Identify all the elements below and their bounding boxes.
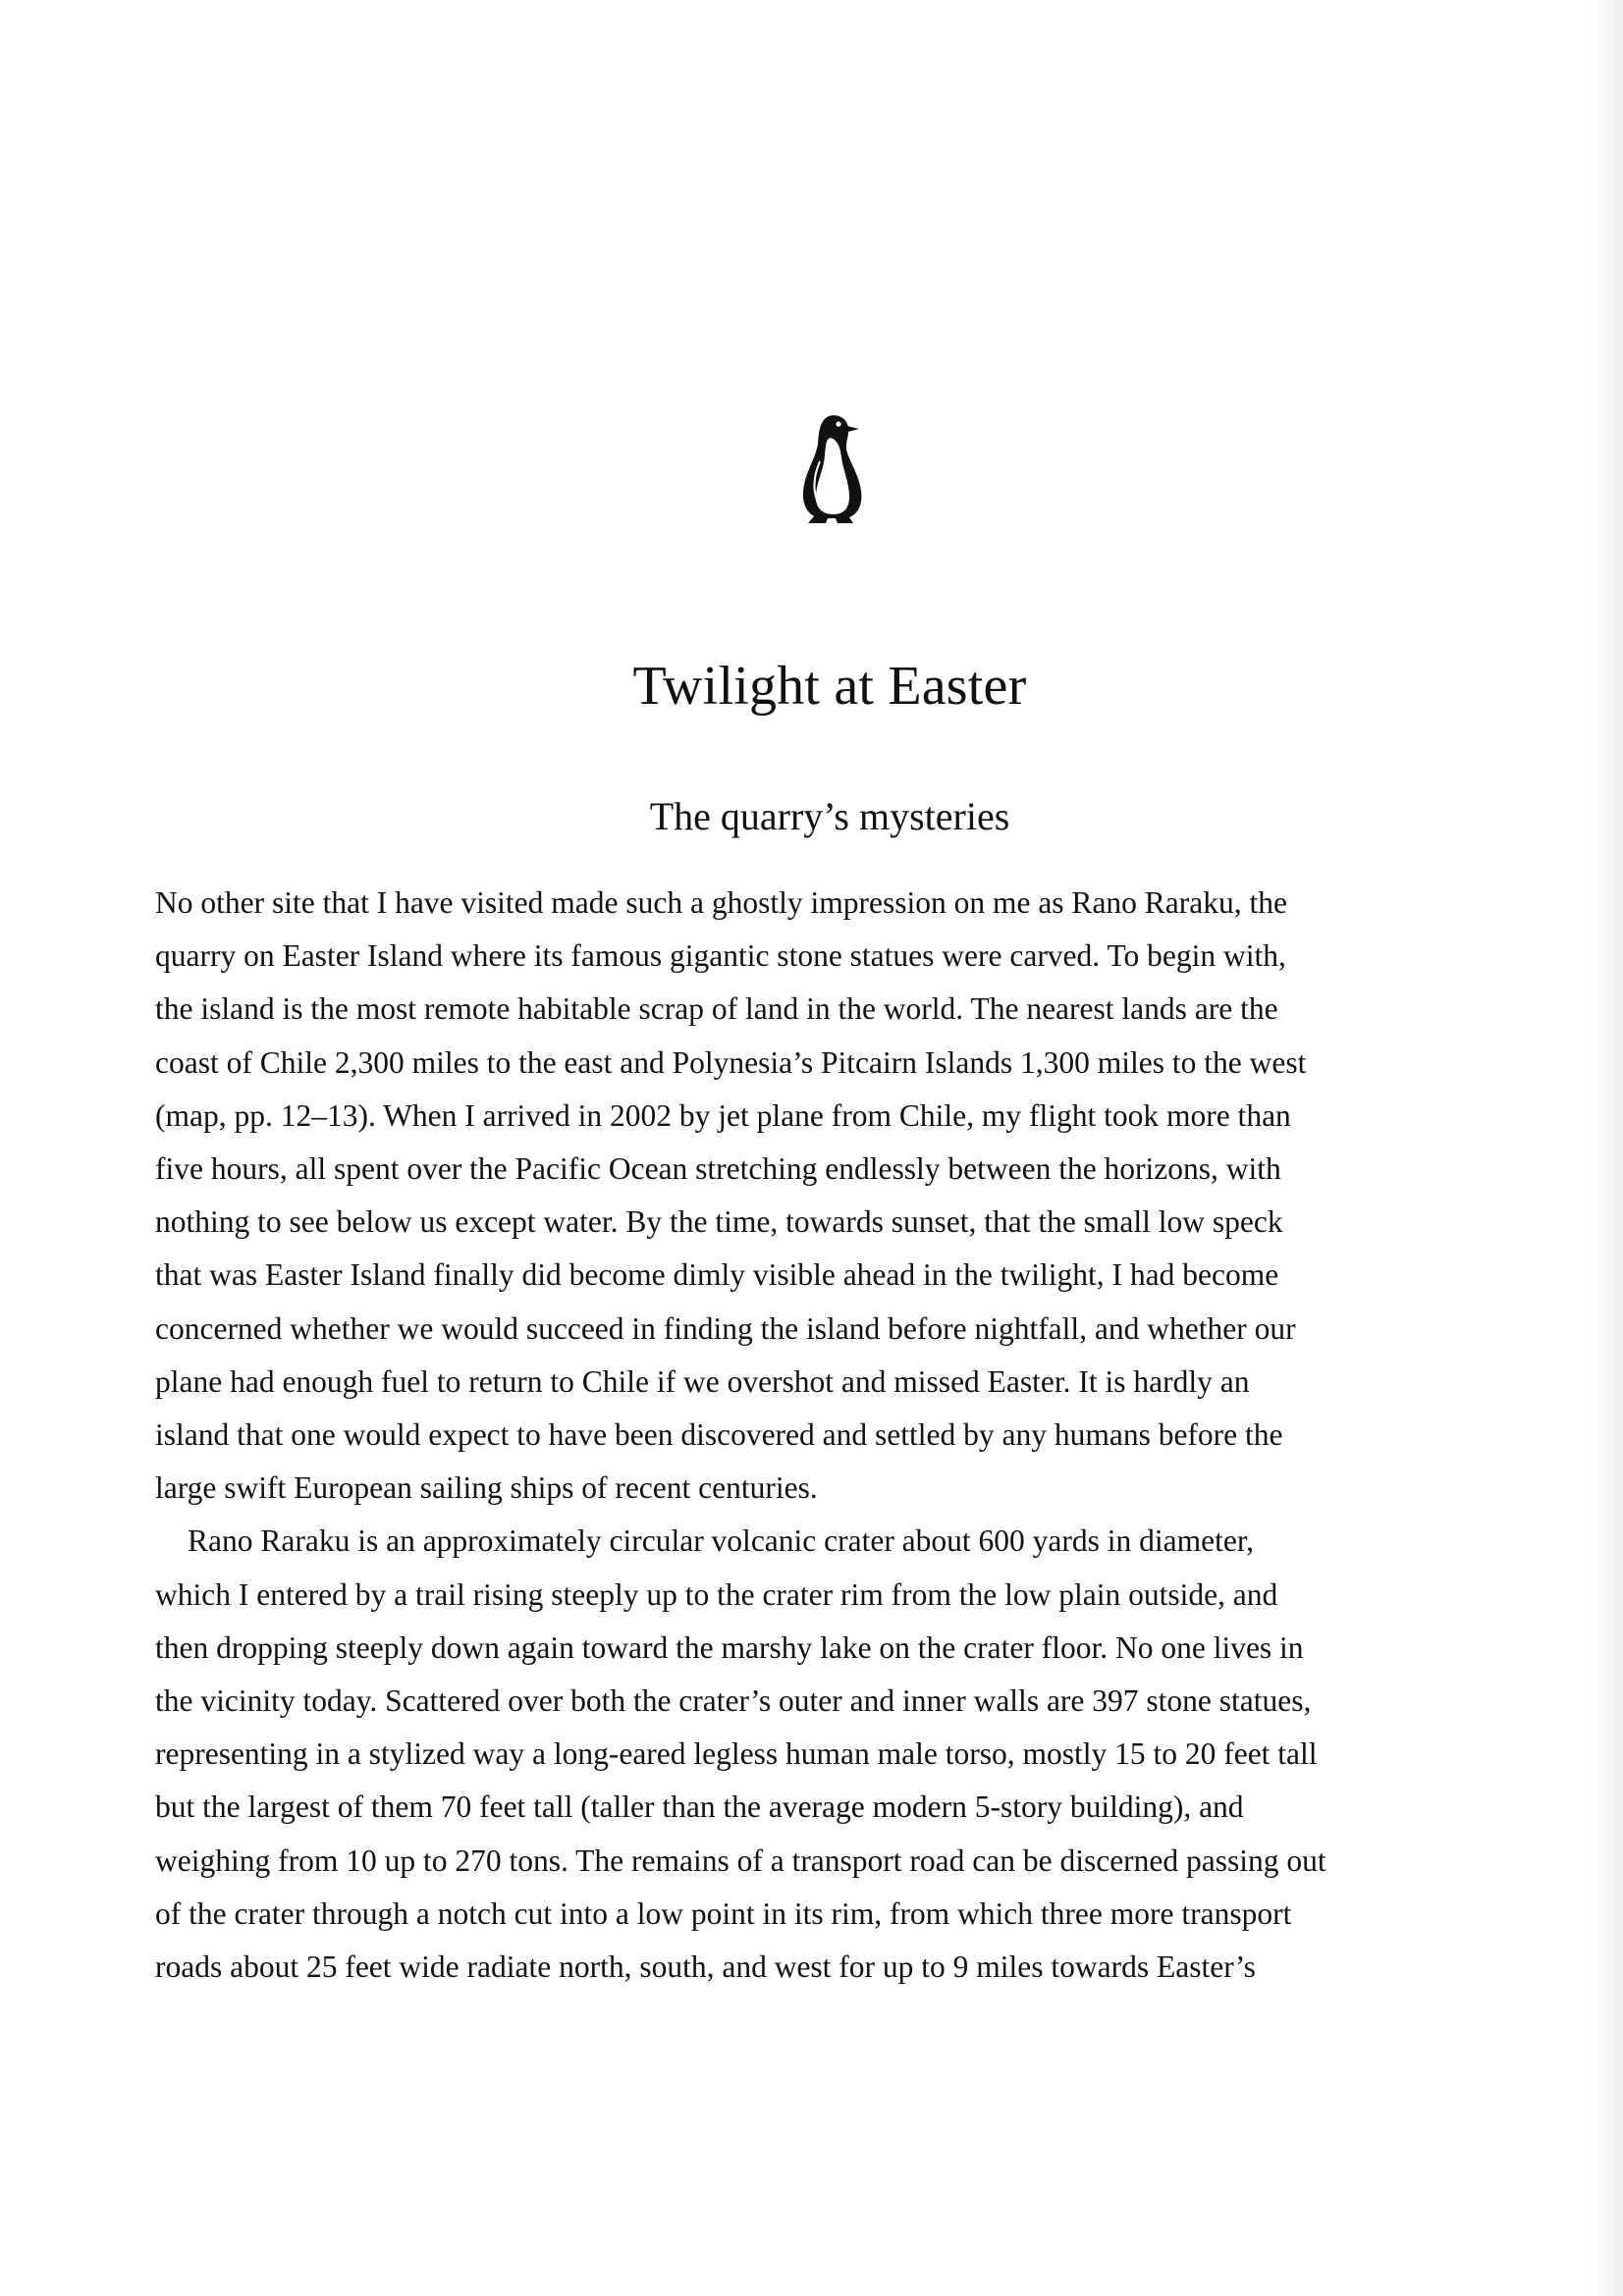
text-line: large swift European sailing ships of recent centuries. (155, 1470, 818, 1506)
text-line: coast of Chile 2,300 miles to the east and Polynesia’s Pitcairn Islands 1,300 miles to the west (155, 1044, 1307, 1080)
text-line: Rano Raraku is an approximately circular volcanic crater about 600 yards in diameter, (188, 1523, 1254, 1559)
text-line: representing in a stylized way a long-eared legless human male torso, mostly 15 to 20 feet tall (155, 1736, 1318, 1772)
text-line: roads about 25 feet wide radiate north, south, and west for up to 9 miles towards Easter’s (155, 1949, 1256, 1985)
chapter-title: Twilight at Easter (632, 656, 1027, 717)
page-edge-shadow (1590, 0, 1623, 2296)
text-line: No other site that I have visited made such a ghostly impression on me as Rano Raraku, the (155, 885, 1287, 920)
text-line: the vicinity today. Scattered over both the crater’s outer and inner walls are 397 stone statues, (155, 1683, 1312, 1719)
text-line: (map, pp. 12–13). When I arrived in 2002 by jet plane from Chile, my flight took more than (155, 1097, 1291, 1133)
penguin-icon (798, 412, 865, 528)
text-line: quarry on Easter Island where its famous gigantic stone statues were carved. To begin with, (155, 938, 1286, 974)
text-line: that was Easter Island finally did become dimly visible ahead in the twilight, I had become (155, 1257, 1279, 1293)
text-line: of the crater through a notch cut into a low point in its rim, from which three more transport (155, 1896, 1292, 1931)
text-line: the island is the most remote habitable scrap of land in the world. The nearest lands are the (155, 991, 1278, 1027)
text-line: which I entered by a trail rising steeply up to the crater rim from the low plain outside, and (155, 1576, 1278, 1612)
text-line: concerned whether we would succeed in finding the island before nightfall, and whether our (155, 1310, 1296, 1346)
text-line: nothing to see below us except water. By the time, towards sunset, that the small low speck (155, 1204, 1283, 1240)
text-line: then dropping steeply down again toward the marshy lake on the crater floor. No one lives in (155, 1629, 1304, 1665)
text-line: but the largest of them 70 feet tall (taller than the average modern 5-story building), and (155, 1789, 1244, 1825)
text-line: weighing from 10 up to 270 tons. The remains of a transport road can be discerned passing out (155, 1842, 1326, 1878)
text-line: island that one would expect to have been discovered and settled by any humans before the (155, 1417, 1283, 1453)
body-text (155, 877, 1510, 1994)
text-line: plane had enough fuel to return to Chile if we overshot and missed Easter. It is hardly an (155, 1363, 1250, 1399)
section-title: The quarry’s mysteries (649, 794, 1010, 838)
text-line: five hours, all spent over the Pacific Ocean stretching endlessly between the horizons, with (155, 1151, 1281, 1187)
